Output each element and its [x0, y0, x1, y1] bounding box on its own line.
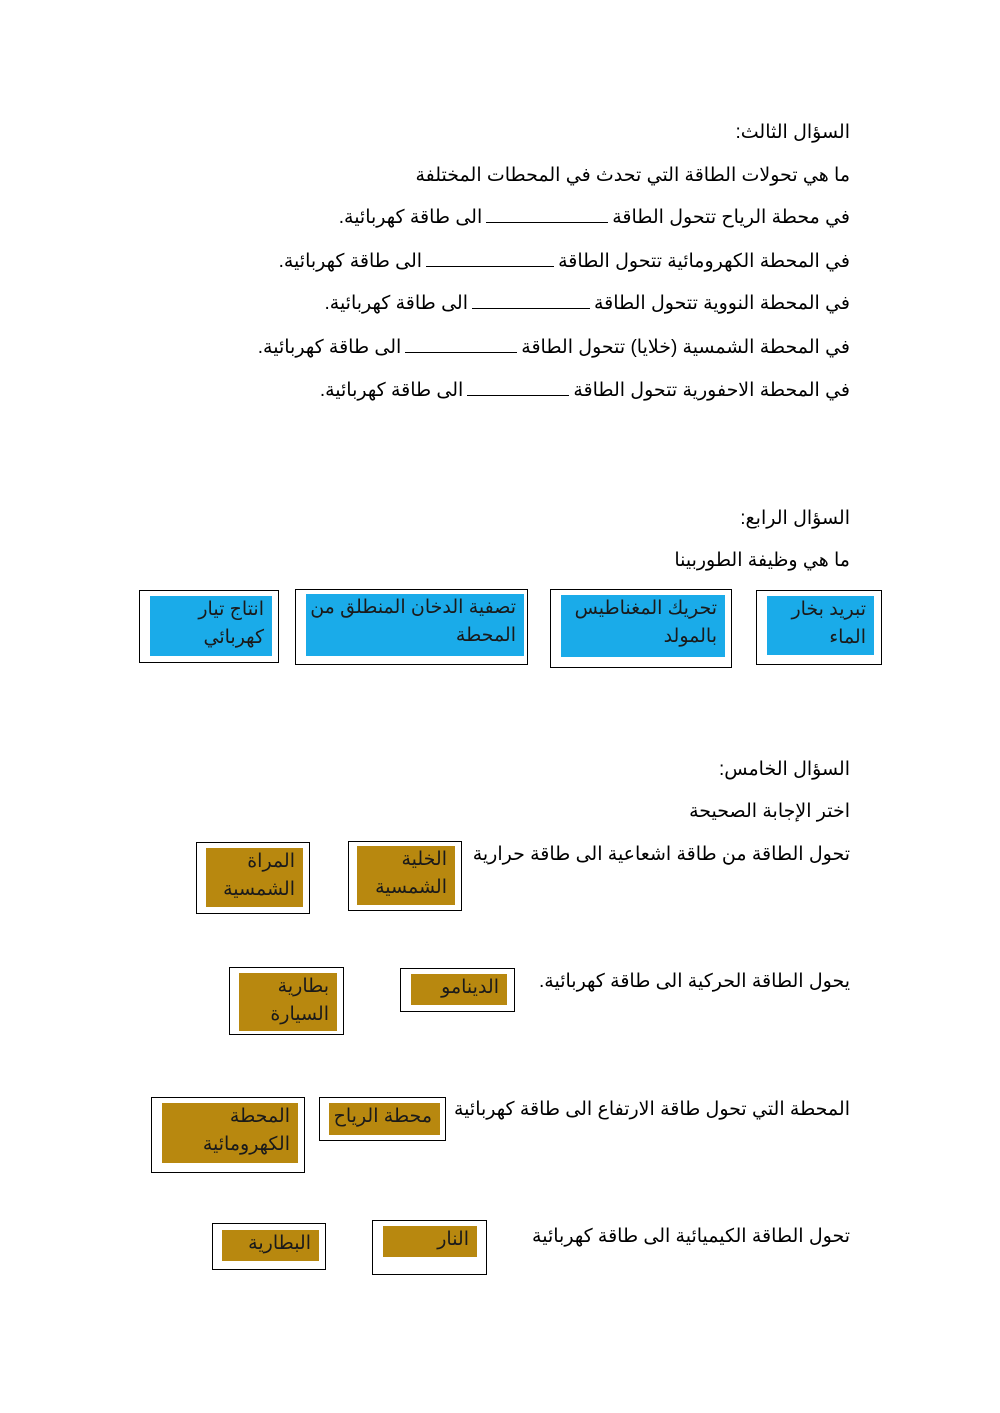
- q5-item-3-option-2[interactable]: المحطة الكهرومائية: [162, 1103, 298, 1163]
- q3-title: السؤال الثالث:: [735, 122, 850, 143]
- q5-item-1-option-1[interactable]: الخلية الشمسية: [357, 846, 455, 905]
- q4-option-2[interactable]: تحريك المغناطيس بالمولد: [561, 595, 725, 657]
- q3-item-1: [339, 206, 850, 230]
- q3-item-3-before: في المحطة النووية تتحول الطاقة: [593, 293, 850, 314]
- q3-item-2-before: في المحطة الكهرومائية تتحول الطاقة: [558, 251, 850, 272]
- q3-item-4-after: الى طاقة كهربائية.: [257, 337, 402, 358]
- q3-item-2-blank[interactable]: [426, 250, 554, 267]
- q4-option-3[interactable]: تصفية الدخان المنطلق من المحطة: [306, 594, 524, 656]
- q5-item-1-statement: تحول الطاقة من طاقة اشعاعية الى طاقة حرارية: [472, 844, 850, 865]
- q4-option-4[interactable]: انتاج تيار كهربائي: [150, 596, 272, 656]
- q3-item-4-before: في المحطة الشمسية (خلايا) تتحول الطاقة: [521, 337, 850, 358]
- q3-item-2: [279, 250, 850, 274]
- q3-item-3-after: الى طاقة كهربائية.: [324, 293, 468, 314]
- q5-item-2-option-2[interactable]: بطارية السيارة: [239, 973, 337, 1031]
- q3-prompt: ما هي تحولات الطاقة التي تحدث في المحطات المختلفة: [415, 165, 850, 186]
- q3-item-5: [320, 379, 850, 403]
- q3-item-5-before: في المحطة الاحفورية تتحول الطاقة: [573, 380, 850, 401]
- q3-item-1-before: في محطة الرياح تتحول الطاقة: [612, 207, 850, 228]
- q5-item-3-statement: المحطة التي تحول طاقة الارتفاع الى طاقة كهربائية: [453, 1099, 850, 1120]
- q3-item-1-after: الى طاقة كهربائية.: [338, 207, 483, 228]
- q5-item-2-statement: يحول الطاقة الحركية الى طاقة كهربائية.: [539, 971, 850, 992]
- q5-item-2-option-1[interactable]: الدينامو: [411, 974, 507, 1005]
- q3-item-4: [258, 336, 850, 360]
- q3-item-4-blank[interactable]: [405, 336, 517, 353]
- q5-title: السؤال الخامس:: [719, 759, 850, 780]
- q3-item-2-after: الى طاقة كهربائية.: [278, 251, 423, 272]
- q3-item-3-blank[interactable]: [472, 292, 590, 309]
- q4-option-1[interactable]: تبريد بخار الماء: [767, 596, 874, 655]
- q5-item-4-statement: تحول الطاقة الكيميائية الى طاقة كهربائية: [532, 1226, 850, 1247]
- q5-item-1-option-2[interactable]: المراة الشمسية: [206, 848, 303, 907]
- q3-item-1-blank[interactable]: [486, 206, 608, 223]
- q4-prompt: ما هي وظيفة الطوربينا: [674, 550, 850, 571]
- q5-item-4-option-2[interactable]: البطارية: [222, 1230, 319, 1261]
- q4-title: السؤال الرابع:: [740, 508, 850, 529]
- q3-item-5-after: الى طاقة كهربائية.: [319, 380, 464, 401]
- q5-item-3-option-1[interactable]: محطة الرياح: [329, 1103, 440, 1135]
- q3-item-5-blank[interactable]: [467, 379, 569, 396]
- q3-item-3: [324, 292, 850, 316]
- q5-item-4-option-1[interactable]: النار: [383, 1226, 477, 1257]
- q5-prompt: اختر الإجابة الصحيحة: [689, 801, 850, 822]
